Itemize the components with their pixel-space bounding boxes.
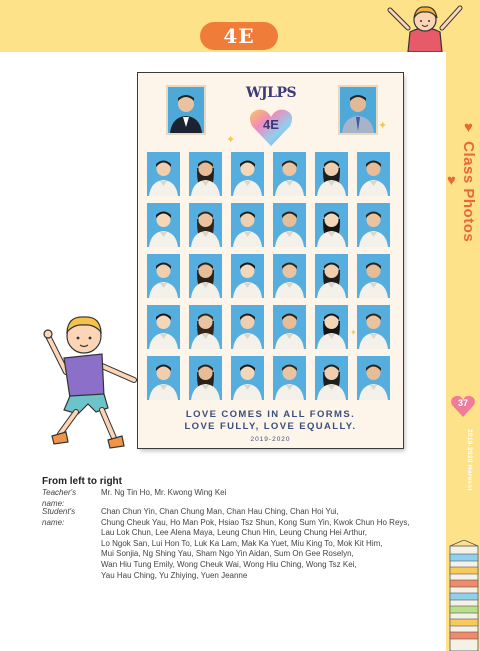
- student-names: [101, 507, 441, 581]
- class-label: 4E: [263, 117, 279, 132]
- student-portrait: [147, 254, 180, 298]
- student-portrait: [147, 305, 180, 349]
- student-portrait: [273, 356, 306, 400]
- student-portrait: [231, 254, 264, 298]
- teacher-portrait: [338, 85, 378, 135]
- student-portrait: [315, 305, 348, 349]
- student-names-line: Mui Sonjia, Ng Shing Yau, Sham Ngo Yin Aidan, Sum On Gee Roselyn,: [101, 549, 354, 559]
- student-portrait: [189, 305, 222, 349]
- heart-icon: ♥: [460, 119, 477, 142]
- teacher-names: Mr. Ng Tin Ho, Mr. Kwong Wing Kei: [101, 488, 227, 497]
- student-portrait: [231, 203, 264, 247]
- cheering-girl-illustration: [386, 2, 464, 52]
- motto-line: LOVE COMES IN ALL FORMS.: [185, 409, 356, 420]
- page-number: 37: [457, 398, 468, 408]
- year-label: 2019-2020 Harvest: [466, 429, 473, 491]
- heart-icon: ♥: [443, 172, 460, 190]
- class-photo: [138, 73, 403, 448]
- student-portrait: [357, 203, 390, 247]
- sparkle-icon: ✦: [350, 328, 357, 337]
- student-names-line: Chung Cheuk Yau, Ho Man Pok, Hsiao Tsz Shun, Kong Sum Yin, Kwok Chun Ho Reys,: [101, 517, 410, 527]
- student-portrait: [273, 203, 306, 247]
- student-portrait: [357, 254, 390, 298]
- student-names-line: Lo Ngok San, Lui Hon To, Luk Ka Lam, Mak Ka Yuet, Miu King To, Mok Kit Him,: [101, 538, 383, 548]
- names-section: [42, 476, 442, 580]
- building-icon: [448, 540, 480, 651]
- photo-year: 2019-2020: [250, 436, 291, 443]
- student-portrait: [273, 254, 306, 298]
- student-portrait: [357, 152, 390, 196]
- student-portrait: [357, 305, 390, 349]
- sparkle-icon: ✦: [378, 120, 388, 132]
- student-portrait: [357, 356, 390, 400]
- student-label: Student's name:: [42, 507, 76, 527]
- student-portrait: [147, 356, 180, 400]
- teacher-label: Teacher's name:: [42, 488, 77, 508]
- student-portrait: [315, 356, 348, 400]
- names-heading: From left to right: [42, 476, 122, 487]
- student-portrait: [147, 152, 180, 196]
- student-names-line: Chan Chun Yin, Chan Chung Man, Chan Hau Ching, Chan Hoi Yui,: [101, 507, 339, 516]
- student-portrait: [315, 203, 348, 247]
- student-names-line: Lau Lok Chun, Lee Alena Maya, Leung Chun Hin, Leung Chung Hei Arthur,: [101, 528, 367, 538]
- class-badge: 4E: [200, 22, 278, 50]
- student-portrait: [273, 305, 306, 349]
- student-portrait: [189, 152, 222, 196]
- school-logo: WJLPS: [245, 85, 297, 101]
- motto-line: LOVE FULLY, LOVE EQUALLY.: [184, 421, 357, 432]
- teacher-portrait: [166, 85, 206, 135]
- section-title-text: Class Photos: [460, 141, 477, 243]
- student-portrait: [231, 356, 264, 400]
- side-section-title: [443, 116, 477, 246]
- student-portrait: [231, 305, 264, 349]
- student-names-line: Wan Hiu Tung Emily, Wong Cheuk Wai, Wong Hiu Ching, Wong Tsz Kei,: [101, 559, 357, 569]
- jumping-boy-illustration: [42, 310, 140, 450]
- student-names-line: Yau Hau Ching, Yu Zhiying, Yuen Jeanne: [101, 570, 248, 580]
- student-portrait: [231, 152, 264, 196]
- sparkle-icon: ✦: [226, 134, 236, 146]
- student-portrait: [189, 356, 222, 400]
- student-portrait: [273, 152, 306, 196]
- student-portrait: [147, 203, 180, 247]
- student-portrait: [315, 254, 348, 298]
- student-portrait: [189, 254, 222, 298]
- student-portrait: [315, 152, 348, 196]
- student-portrait: [189, 203, 222, 247]
